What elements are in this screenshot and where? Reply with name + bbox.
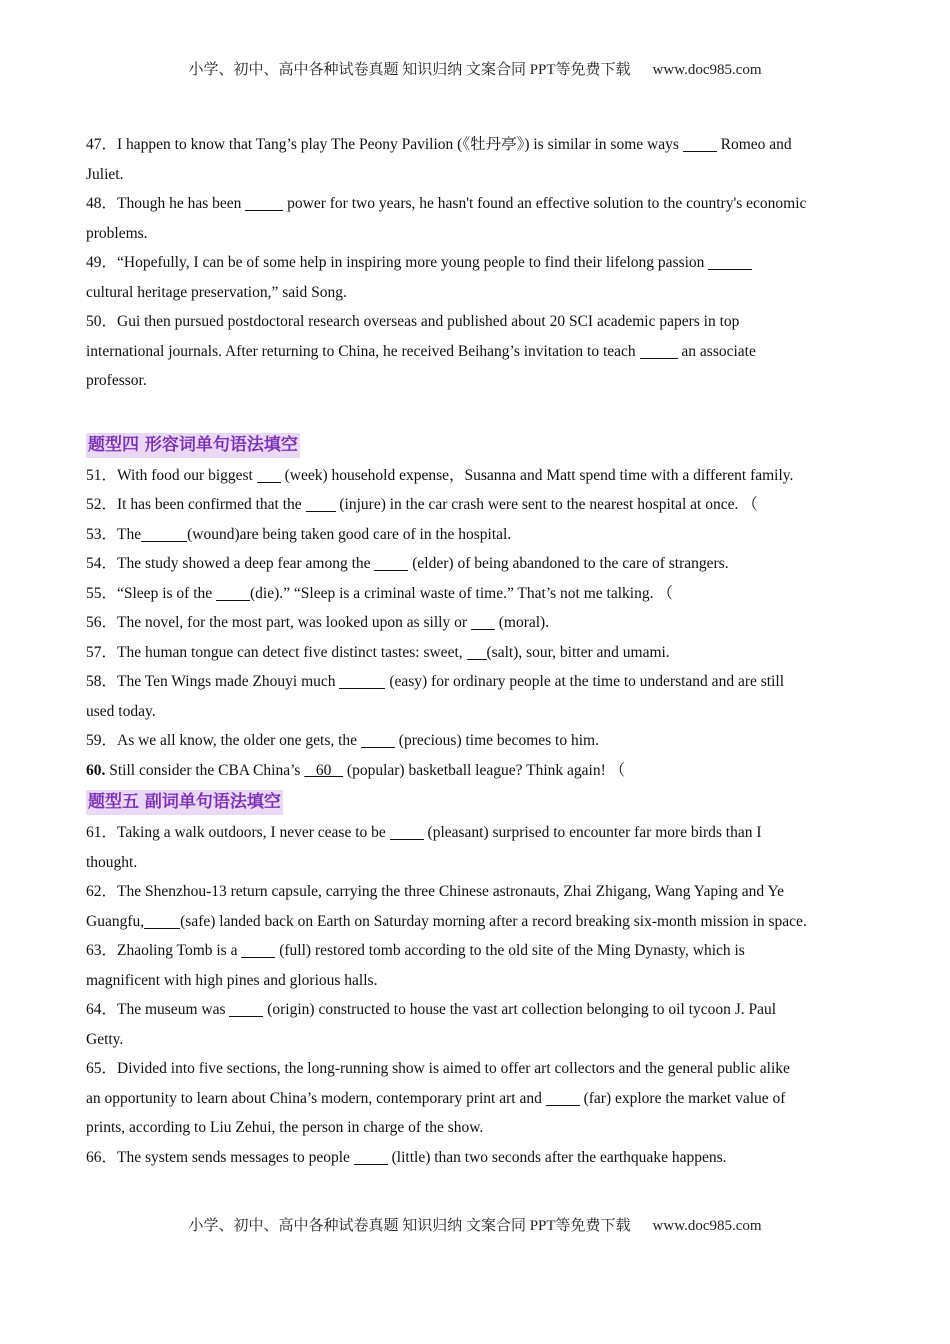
question-50-line2: international journals. After returning to China, he received Beihang’s invitation to teach an associate: [86, 342, 756, 360]
question-64-line1: 64．The museum was (origin) constructed to house the vast art collection belonging to oil tycoon J. Paul: [86, 1001, 777, 1018]
answer-blank[interactable]: [141, 524, 187, 542]
answer-blank[interactable]: [361, 730, 395, 748]
question-53: 53．The (wound)are being taken good care of in the hospital.: [86, 525, 512, 543]
question-52: 52．It has been confirmed that the (injure) in the car crash were sent to the nearest hospital at once. （: [86, 496, 758, 513]
answer-blank[interactable]: [216, 583, 250, 601]
question-57: 57．The human tongue can detect five distinct tastes: sweet, (salt), sour, bitter and umami.: [86, 643, 670, 661]
question-62-line2: Guangfu, (safe) landed back on Earth on Saturday morning after a record breaking six-month mission in space.: [86, 912, 807, 930]
answer-blank[interactable]: [467, 642, 487, 660]
question-61-line1: 61．Taking a walk outdoors, I never cease to be (pleasant) surprised to encounter far more birds than I: [86, 824, 762, 841]
question-63-line2: magnificent with high pines and glorious halls.: [86, 971, 378, 989]
answer-blank[interactable]: [245, 193, 283, 211]
answer-blank[interactable]: [354, 1147, 388, 1165]
footer-site-link[interactable]: www.doc985.com: [652, 1218, 762, 1234]
question-66: 66．The system sends messages to people (little) than two seconds after the earthquake happens.: [86, 1148, 727, 1166]
question-49-line1: 49．“Hopefully, I can be of some help in inspiring more young people to find their lifelong passion: [86, 248, 866, 278]
answer-blank[interactable]: [306, 494, 336, 512]
question-54: 54．The study showed a deep fear among the (elder) of being abandoned to the care of strangers.: [86, 555, 729, 572]
question-63-line1: 63．Zhaoling Tomb is a (full) restored tomb according to the old site of the Ming Dynasty, which is: [86, 942, 745, 959]
question-50-line3: professor.: [86, 372, 147, 389]
answer-blank[interactable]: [257, 465, 281, 483]
question-49-line2: cultural heritage preservation,” said Song.: [86, 283, 347, 301]
answer-blank-60[interactable]: 60: [304, 761, 344, 779]
header-text: 小学、初中、高中各种试卷真题 知识归纳 文案合同 PPT等免费下载: [188, 62, 631, 78]
question-50-line1: 50．Gui then pursued postdoctoral research overseas and published about 20 SCI academic papers in top: [86, 313, 740, 330]
question-59: 59．As we all know, the older one gets, the (precious) time becomes to him.: [86, 732, 599, 749]
question-61-line2: thought.: [86, 853, 138, 871]
answer-blank[interactable]: [546, 1088, 580, 1106]
question-55: 55．“Sleep is of the (die).” “Sleep is a criminal waste of time.” That’s not me talking. （: [86, 584, 673, 602]
page-footer: [0, 1214, 950, 1235]
question-65-line2: an opportunity to learn about China’s modern, contemporary print art and (far) explore the market value of: [86, 1089, 786, 1107]
question-60: 60. Still consider the CBA China’s 60 (popular) basketball league? Think again! （: [86, 761, 626, 779]
question-65-line3: prints, according to Liu Zehui, the person in charge of the show.: [86, 1119, 484, 1136]
answer-blank[interactable]: [471, 612, 495, 630]
question-48-line1: 48．Though he has been power for two years, he hasn't found an effective solution to the country's economic: [86, 195, 807, 212]
header-site-link[interactable]: www.doc985.com: [652, 62, 762, 78]
question-58-line2: used today.: [86, 702, 156, 720]
question-47-line2: Juliet.: [86, 165, 124, 183]
question-56: 56．The novel, for the most part, was looked upon as silly or (moral).: [86, 614, 550, 631]
question-58-line1: 58．The Ten Wings made Zhouyi much (easy) for ordinary people at the time to understand and are still: [86, 673, 784, 690]
question-51: 51．With food our biggest (week) household expense，Susanna and Matt spend time with a different family.: [86, 466, 794, 484]
page-header: [0, 58, 950, 79]
footer-text: 小学、初中、高中各种试卷真题 知识归纳 文案合同 PPT等免费下载: [188, 1218, 631, 1234]
question-65-line1: 65．Divided into five sections, the long-running show is aimed to offer art collectors and the general public alike: [86, 1060, 790, 1077]
question-47-line1: 47．I happen to know that Tang’s play The Peony Pavilion (《牡丹亭》) is similar in some ways Romeo and: [86, 136, 792, 153]
question-64-line2: Getty.: [86, 1030, 124, 1048]
question-48-line2: problems.: [86, 224, 148, 242]
answer-blank[interactable]: [144, 911, 180, 929]
answer-blank[interactable]: [640, 341, 678, 359]
answer-blank[interactable]: [708, 252, 752, 270]
answer-blank[interactable]: [390, 822, 424, 840]
answer-blank[interactable]: [339, 671, 385, 689]
answer-blank[interactable]: [229, 999, 263, 1017]
answer-blank[interactable]: [683, 134, 717, 152]
question-62-line1: 62．The Shenzhou-13 return capsule, carrying the three Chinese astronauts, Zhai Zhigang, Wang Yaping and Ye: [86, 883, 784, 900]
section-title-adverb: 题型五 副词单句语法填空: [86, 790, 283, 815]
section-title-adjective: 题型四 形容词单句语法填空: [86, 433, 300, 458]
document-body: [86, 130, 866, 1172]
answer-blank[interactable]: [241, 940, 275, 958]
answer-blank[interactable]: [374, 553, 408, 571]
